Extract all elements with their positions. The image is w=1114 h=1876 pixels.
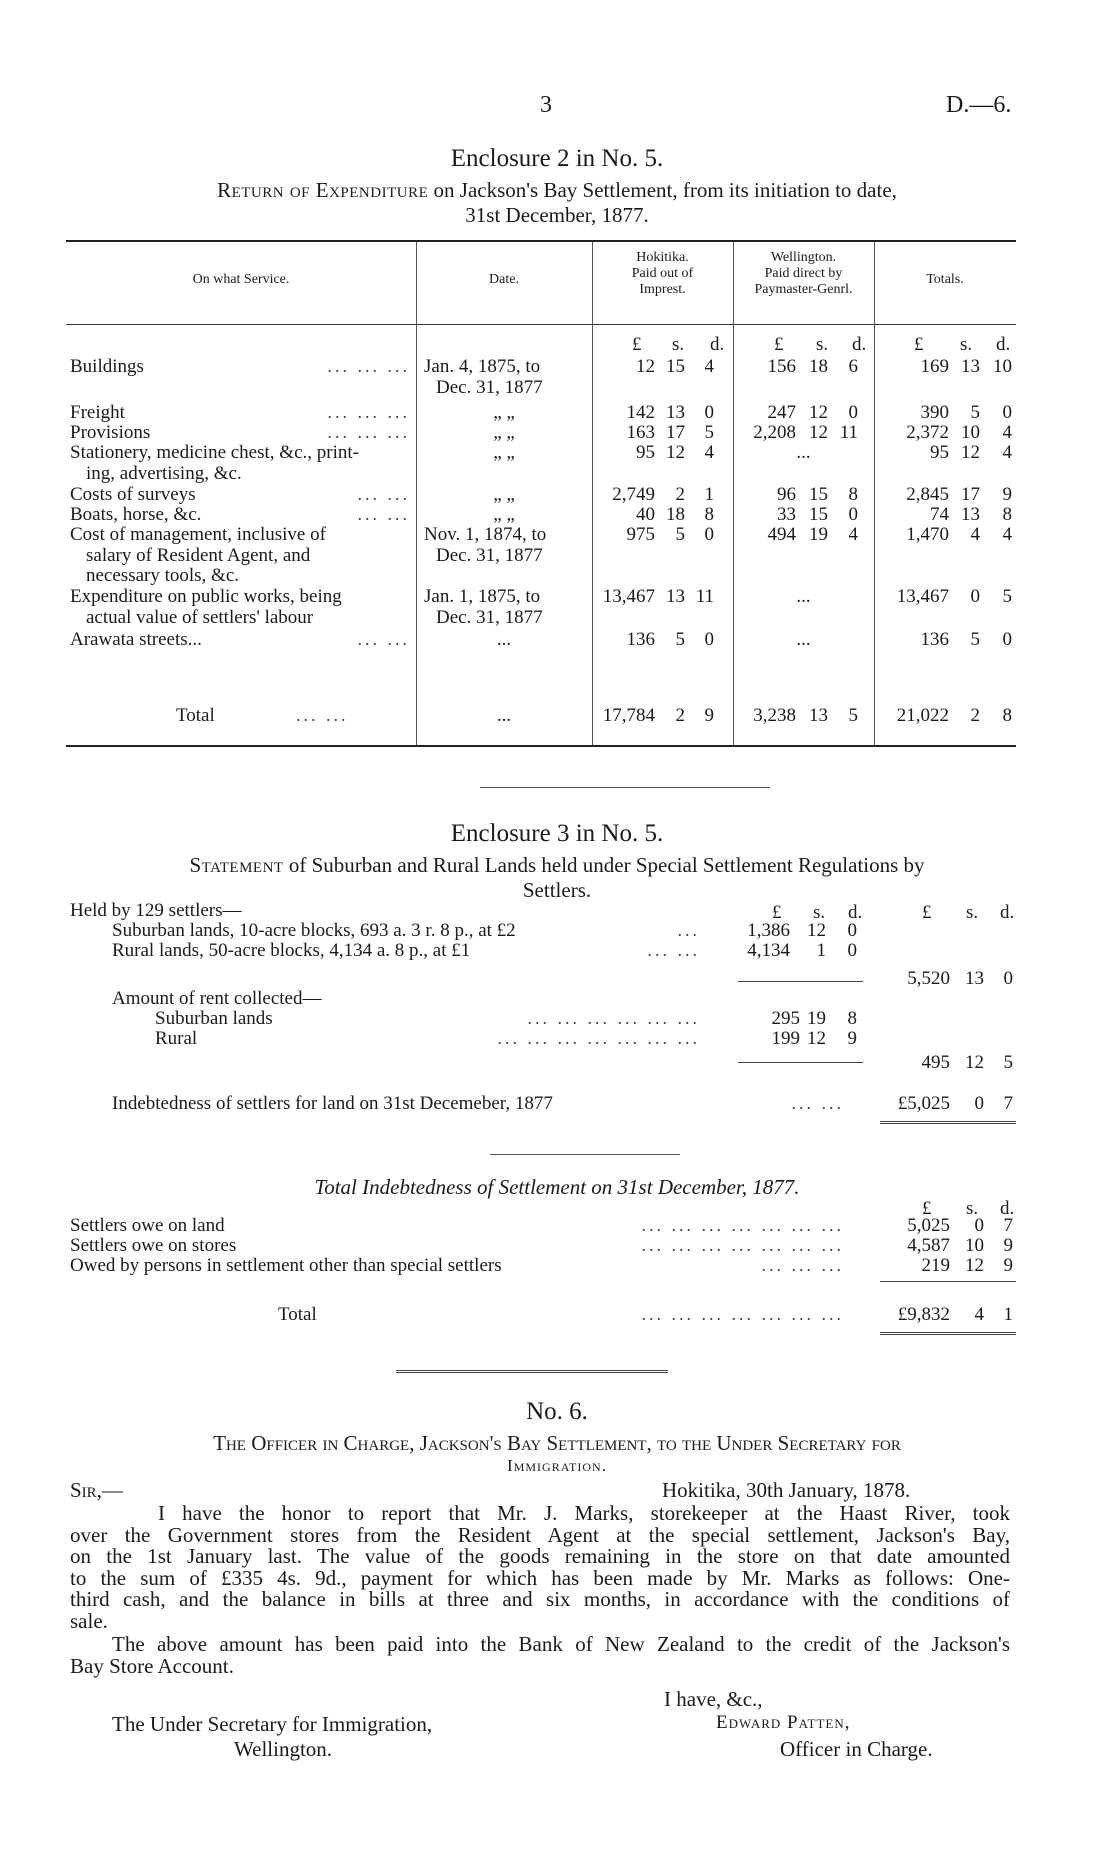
double-rule: [880, 1332, 1016, 1335]
unit-pound: £: [772, 902, 782, 923]
enclosure2-title: [60, 178, 1054, 203]
col-header-line: Paymaster-Genrl.: [754, 282, 853, 297]
rents-total-pence: 5: [1003, 1052, 1013, 1073]
indebtedness-row-dots: ... ... ... ... ... ... ...: [641, 1235, 844, 1255]
letter-line: on the 1st January last. The value of the goods remaining in the store on that date amounted: [70, 1544, 1010, 1568]
wellington-amount-pounds: 494: [767, 524, 796, 545]
indebtedness-row-amount-shillings: 12: [965, 1255, 984, 1276]
letter-line: The above amount has been paid into the Bank of New Zealand to the credit of the Jackson's: [112, 1632, 1010, 1656]
total-date: ...: [496, 705, 512, 726]
hokitika-amount-pence: 0: [704, 629, 714, 650]
indebtedness-row-amount-shillings: 0: [974, 1215, 984, 1236]
date-cell: „ „: [493, 402, 515, 423]
service-label: Buildings: [70, 356, 144, 377]
service-label: actual value of settlers' labour: [86, 606, 314, 628]
indebtedness-row-amount-pence: 9: [1003, 1235, 1013, 1256]
letter-line: third cash, and the balance in bills at three and six months, in accordance with the conditions of: [70, 1587, 1010, 1611]
total-wellington-pounds: 3,238: [753, 705, 796, 726]
wellington-empty: ...: [796, 442, 811, 463]
no6-address: The Officer in Charge, Jackson's Bay Settlement, to the Under Secretary for: [213, 1431, 901, 1455]
enclosure3-title-line2: Settlers.: [522, 878, 592, 902]
page-reference: D.—6.: [946, 92, 1012, 118]
service-label: necessary tools, &c.: [86, 565, 240, 586]
totals-amount-pounds: 169: [920, 356, 949, 377]
hokitika-amount-shillings: 15: [666, 356, 685, 377]
indebtedness-amount-shillings: 0: [974, 1093, 984, 1114]
col-header-totals: Totals.: [926, 272, 964, 287]
col-header-line: Paid out of: [631, 266, 694, 281]
totals-amount-shillings: 4: [970, 524, 980, 545]
enclosure2-title-line2: 31st December, 1877.: [465, 203, 649, 227]
totals-amount-shillings: 5: [970, 402, 980, 423]
indebtedness-dots: ... ...: [791, 1093, 844, 1113]
rent-row-dots: ... ... ... ... ... ... ...: [497, 1028, 700, 1048]
total-wellington-shillings: 13: [809, 705, 828, 726]
hokitika-amount-pounds: 142: [626, 402, 655, 423]
service-dots: ... ...: [357, 629, 410, 649]
totals-amount-pence: 0: [1002, 402, 1012, 423]
land-amount-shillings: 12: [807, 920, 826, 941]
col-header-line: Wellington.: [770, 250, 837, 265]
rent-row-label: Suburban lands: [155, 1008, 273, 1029]
service-label: Stationery, medicine chest, &c., print-: [70, 442, 359, 463]
recipient-line1: The Under Secretary for Immigration,: [112, 1712, 433, 1736]
hokitika-amount-shillings: 5: [675, 629, 685, 650]
totals-amount-shillings: 12: [961, 442, 980, 463]
land-row-dots: ... ...: [647, 940, 700, 960]
totals-amount-pounds: 13,467: [896, 586, 949, 607]
total-hokitika-pence: 9: [704, 705, 714, 726]
enclosure3-title-caps: Statement: [189, 853, 284, 877]
wellington-amount-pence: 8: [848, 484, 858, 505]
col-header-date: Date.: [489, 272, 519, 287]
wellington-amount-shillings: 12: [809, 402, 828, 423]
lands-total-pence: 0: [1003, 968, 1013, 989]
hokitika-amount-pence: 8: [704, 504, 714, 525]
totals-amount-shillings: 10: [961, 422, 980, 443]
indebtedness-total-amount-shillings: 4: [974, 1304, 984, 1325]
lands-total-shillings: 13: [965, 968, 984, 989]
totals-amount-pence: 8: [1002, 504, 1012, 525]
wellington-amount-pence: 6: [848, 356, 858, 377]
indebtedness-row-label: Settlers owe on land: [70, 1215, 225, 1236]
totals-amount-shillings: 0: [970, 586, 980, 607]
service-label: Arawata streets...: [70, 629, 202, 650]
service-dots: ... ... ...: [327, 356, 410, 376]
service-dots: ... ... ...: [327, 422, 410, 442]
date-cell: „ „: [493, 442, 515, 463]
salutation: Sir,—: [70, 1478, 123, 1502]
totals-amount-pence: 5: [1002, 586, 1012, 607]
wellington-amount-shillings: 15: [809, 504, 828, 525]
hokitika-amount-pounds: 13,467: [602, 586, 655, 607]
wellington-amount-pounds: 33: [777, 504, 796, 525]
hokitika-amount-pence: 11: [695, 586, 714, 607]
totals-amount-pence: 0: [1002, 629, 1012, 650]
totals-amount-shillings: 17: [961, 484, 980, 505]
unit-pound: £: [632, 334, 642, 355]
total-totals-pounds: 21,022: [896, 705, 949, 726]
unit-pound: £: [914, 334, 924, 355]
enclosure3-heading: Enclosure 3 in No. 5.: [450, 820, 664, 847]
unit-pound: £: [922, 1198, 932, 1219]
indebtedness-amount-pounds: £5,025: [897, 1093, 950, 1114]
unit-shilling: s.: [672, 334, 685, 355]
wellington-amount-pounds: 2,208: [753, 422, 796, 443]
wellington-amount-shillings: 15: [809, 484, 828, 505]
enclosure2-title-rest: on Jackson's Bay Settlement, from its initiation to date,: [433, 178, 897, 202]
unit-pound: £: [922, 902, 932, 923]
totals-amount-pounds: 136: [920, 629, 949, 650]
indebtedness-total-amount-pounds: £9,832: [897, 1304, 950, 1325]
indebtedness-row-amount-pounds: 5,025: [907, 1215, 950, 1236]
service-label: Boats, horse, &c.: [70, 504, 202, 525]
totals-amount-pounds: 390: [920, 402, 949, 423]
land-amount-pence: 0: [847, 940, 857, 961]
date-cell: Nov. 1, 1874, to: [424, 524, 547, 545]
hokitika-amount-shillings: 18: [666, 504, 685, 525]
table-bottom-rule: [66, 745, 1016, 747]
signature: Edward Patten,: [716, 1712, 851, 1733]
indebtedness-row-amount-pounds: 4,587: [907, 1235, 950, 1256]
signature-title: Officer in Charge.: [780, 1737, 933, 1761]
total-indebtedness-title: Total Indebtedness of Settlement on 31st December, 1877.: [314, 1175, 800, 1199]
section-divider: [490, 1154, 680, 1155]
totals-amount-shillings: 5: [970, 629, 980, 650]
enclosure2-heading: Enclosure 2 in No. 5.: [450, 145, 664, 172]
wellington-empty: ...: [796, 629, 811, 650]
col-divider: [592, 242, 593, 745]
closing: I have, &c.,: [664, 1687, 763, 1711]
held-by-label: Held by 129 settlers—: [70, 900, 242, 921]
section-divider: [480, 787, 770, 788]
wellington-amount-pounds: 156: [767, 356, 796, 377]
wellington-amount-pence: 11: [839, 422, 858, 443]
indebtedness-total-amount-pence: 1: [1003, 1304, 1013, 1325]
unit-pence: d.: [848, 902, 863, 923]
rent-amount-pounds: 199: [771, 1028, 800, 1049]
col-divider: [874, 242, 875, 745]
date-cell: „ „: [493, 504, 515, 525]
rents-total-shillings: 12: [965, 1052, 984, 1073]
hokitika-amount-pence: 5: [704, 422, 714, 443]
letter-line: to the sum of £335 4s. 9d., payment for which has been made by Mr. Marks as follows: One-: [70, 1565, 1010, 1590]
letter-line: I have the honor to report that Mr. J. Marks, storekeeper at the Haast River, took: [158, 1501, 1010, 1525]
hokitika-amount-shillings: 12: [666, 442, 685, 463]
date-cell: „ „: [493, 484, 515, 505]
enclosure2-title-caps: Return of Expenditure: [217, 178, 429, 202]
indebtedness-row-amount-shillings: 10: [965, 1235, 984, 1256]
indebtedness-row-amount-pence: 7: [1003, 1215, 1013, 1236]
hokitika-amount-pence: 1: [704, 484, 714, 505]
hokitika-amount-shillings: 13: [666, 402, 685, 423]
land-amount-pounds: 1,386: [747, 920, 790, 941]
rent-amount-pence: 9: [847, 1028, 857, 1049]
date-cell: ...: [496, 629, 512, 650]
subtotal-rule: [738, 1062, 863, 1063]
date-cell: Dec. 31, 1877: [436, 544, 543, 566]
land-row-dots: ...: [677, 920, 700, 940]
service-label: ing, advertising, &c.: [86, 462, 242, 484]
date-cell: Jan. 4, 1875, to: [424, 356, 541, 377]
rent-heading: Amount of rent collected—: [112, 988, 322, 1009]
rent-row-dots: ... ... ... ... ... ...: [527, 1008, 700, 1028]
hokitika-amount-pence: 0: [704, 524, 714, 545]
total-totals-pence: 8: [1002, 705, 1012, 726]
totals-amount-pounds: 95: [930, 442, 949, 463]
indebtedness-row-label: Owed by persons in settlement other than special settlers: [70, 1255, 502, 1276]
col-header-hokitika: [592, 250, 733, 298]
total-hokitika-shillings: 2: [675, 705, 685, 726]
date-cell: Dec. 31, 1877: [436, 606, 543, 628]
hokitika-amount-pence: 4: [704, 442, 714, 463]
wellington-amount-pence: 4: [848, 524, 858, 545]
totals-amount-pounds: 74: [930, 504, 949, 525]
indebtedness-row-amount-pence: 9: [1003, 1255, 1013, 1276]
rent-amount-pence: 8: [847, 1008, 857, 1029]
rent-amount-shillings: 12: [807, 1028, 826, 1049]
hokitika-amount-pence: 0: [704, 402, 714, 423]
unit-pound: £: [774, 334, 784, 355]
service-label: Costs of surveys: [70, 484, 196, 505]
rent-amount-shillings: 19: [807, 1008, 826, 1029]
service-label: Cost of management, inclusive of: [70, 524, 326, 545]
enclosure3-title: [60, 853, 1054, 878]
letter-line: sale.: [70, 1608, 108, 1633]
totals-amount-shillings: 13: [961, 356, 980, 377]
enclosure3-title-rest: of Suburban and Rural Lands held under Special Settlement Regulations by: [288, 853, 925, 877]
section-divider: [396, 1370, 668, 1373]
col-divider: [733, 242, 734, 745]
unit-pence: d.: [852, 334, 867, 355]
service-dots: ... ...: [357, 484, 410, 504]
service-label: Freight: [70, 402, 125, 423]
totals-amount-pence: 4: [1002, 524, 1012, 545]
indebtedness-total-dots: ... ... ... ... ... ... ...: [641, 1304, 844, 1324]
col-header-line: Paid direct by: [764, 266, 843, 281]
service-label: Provisions: [70, 422, 151, 443]
land-amount-shillings: 1: [816, 940, 826, 961]
land-row-label: Suburban lands, 10-acre blocks, 693 a. 3 r. 8 p., at £2: [112, 920, 516, 941]
unit-shilling: s.: [966, 902, 979, 923]
wellington-amount-pounds: 96: [777, 484, 796, 505]
indebtedness-row-dots: ... ... ... ... ... ... ...: [641, 1215, 844, 1235]
hokitika-amount-pounds: 95: [636, 442, 655, 463]
hokitika-amount-shillings: 5: [675, 524, 685, 545]
wellington-amount-pounds: 247: [767, 402, 796, 423]
land-amount-pounds: 4,134: [747, 940, 790, 961]
wellington-amount-pence: 0: [848, 504, 858, 525]
unit-shilling: s.: [960, 334, 973, 355]
col-header-wellington: [733, 250, 874, 298]
totals-amount-pence: 9: [1002, 484, 1012, 505]
rents-total-pounds: 495: [921, 1052, 950, 1073]
subtotal-rule: [880, 1281, 1016, 1282]
recipient-line2: Wellington.: [234, 1737, 333, 1761]
wellington-empty: ...: [796, 586, 811, 607]
totals-amount-pounds: 2,372: [906, 422, 949, 443]
hokitika-amount-pounds: 163: [626, 422, 655, 443]
letter-line: Bay Store Account.: [70, 1653, 234, 1678]
rent-row-label: Rural: [155, 1028, 198, 1049]
totals-amount-pounds: 1,470: [906, 524, 949, 545]
total-hokitika-pounds: 17,784: [602, 705, 655, 726]
double-rule: [880, 1121, 1016, 1124]
service-label: Expenditure on public works, being: [70, 586, 342, 607]
hokitika-amount-pounds: 975: [626, 524, 655, 545]
rent-amount-pounds: 295: [771, 1008, 800, 1029]
total-wellington-pence: 5: [848, 705, 858, 726]
hokitika-amount-shillings: 13: [666, 586, 685, 607]
date-cell: Dec. 31, 1877: [436, 376, 543, 398]
unit-shilling: s.: [816, 334, 829, 355]
total-totals-shillings: 2: [970, 705, 980, 726]
service-label: salary of Resident Agent, and: [86, 544, 311, 566]
indebtedness-total-label: Total: [278, 1304, 317, 1325]
indebtedness-row-label: Settlers owe on stores: [70, 1235, 237, 1256]
hokitika-amount-shillings: 17: [666, 422, 685, 443]
no6-heading: No. 6.: [526, 1398, 588, 1425]
letter-line: over the Government stores from the Resident Agent at the special settlement, Jackson's Bay,: [70, 1522, 1010, 1547]
unit-shilling: s.: [813, 902, 826, 923]
unit-pence: d.: [996, 334, 1011, 355]
indebtedness-row-amount-pounds: 219: [921, 1255, 950, 1276]
hokitika-amount-pounds: 2,749: [612, 484, 655, 505]
wellington-amount-shillings: 12: [809, 422, 828, 443]
service-dots: ... ... ...: [327, 402, 410, 422]
hokitika-amount-shillings: 2: [675, 484, 685, 505]
total-dots: ... ...: [296, 705, 349, 725]
unit-pence: d.: [710, 334, 725, 355]
col-header-line: Hokitika.: [636, 250, 689, 265]
indebtedness-amount-pence: 7: [1003, 1093, 1013, 1114]
totals-amount-pence: 4: [1002, 442, 1012, 463]
unit-shilling: s.: [966, 1198, 979, 1219]
service-dots: ... ...: [357, 504, 410, 524]
wellington-amount-pence: 0: [848, 402, 858, 423]
hokitika-amount-pence: 4: [704, 356, 714, 377]
wellington-amount-shillings: 19: [809, 524, 828, 545]
totals-amount-pence: 4: [1002, 422, 1012, 443]
unit-pence: d.: [1000, 1198, 1015, 1219]
land-amount-pence: 0: [847, 920, 857, 941]
page-number: 3: [540, 92, 552, 118]
indebtedness-label: Indebtedness of settlers for land on 31st Decemeber, 1877: [112, 1093, 553, 1114]
place-date: Hokitika, 30th January, 1878.: [662, 1478, 911, 1502]
totals-amount-pounds: 2,845: [906, 484, 949, 505]
hokitika-amount-pounds: 40: [636, 504, 655, 525]
date-cell: „ „: [493, 422, 515, 443]
totals-amount-shillings: 13: [961, 504, 980, 525]
land-row-label: Rural lands, 50-acre blocks, 4,134 a. 8 p., at £1: [112, 940, 471, 961]
col-header-service: On what Service.: [192, 272, 290, 287]
subtotal-rule: [738, 981, 863, 982]
date-cell: Jan. 1, 1875, to: [424, 586, 541, 607]
hokitika-amount-pounds: 136: [626, 629, 655, 650]
wellington-amount-shillings: 18: [809, 356, 828, 377]
lands-total-pounds: 5,520: [907, 968, 950, 989]
col-header-line: Imprest.: [639, 282, 686, 297]
total-label: Total: [176, 705, 215, 726]
unit-pence: d.: [1000, 902, 1015, 923]
no6-address-line2: Immigration.: [507, 1456, 607, 1475]
totals-amount-pence: 10: [993, 356, 1012, 377]
indebtedness-row-dots: ... ... ...: [761, 1255, 844, 1275]
hokitika-amount-pounds: 12: [636, 356, 655, 377]
